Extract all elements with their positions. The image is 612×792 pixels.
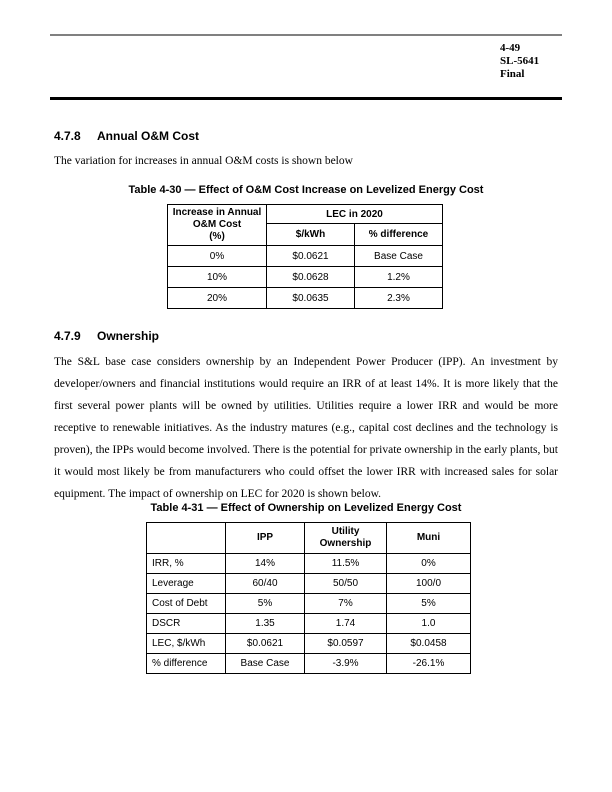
table-row — [147, 634, 471, 654]
table-4-31 — [146, 522, 471, 674]
section-number: 4.7.8 — [54, 129, 81, 143]
t2-cell: $0.0621 — [226, 634, 305, 654]
t2-cell: Base Case — [226, 654, 305, 674]
t1-cell: $0.0621 — [267, 246, 355, 267]
t2-row-label: DSCR — [147, 614, 226, 634]
t2-cell: 1.35 — [226, 614, 305, 634]
t1-header-pct-difference: % difference — [355, 224, 443, 246]
t2-cell: 14% — [226, 554, 305, 574]
section-heading-478 — [54, 129, 199, 143]
t2-cell: 0% — [387, 554, 471, 574]
paragraph-om-cost: The variation for increases in annual O&M costs is shown below — [54, 155, 353, 167]
t2-cell: 7% — [305, 594, 387, 614]
table-4-31-caption: Table 4-31 — Effect of Ownership on Levelized Energy Cost — [150, 502, 462, 514]
t2-cell: $0.0597 — [305, 634, 387, 654]
t2-cell: $0.0458 — [387, 634, 471, 654]
document-status: Final — [500, 68, 525, 80]
t1-header-dollar-kwh: $/kWh — [267, 224, 355, 246]
t1-cell: 2.3% — [355, 288, 443, 309]
top-gray-rule — [50, 34, 562, 36]
t2-cell: 5% — [226, 594, 305, 614]
t1-cell: 1.2% — [355, 267, 443, 288]
table-row — [147, 554, 471, 574]
t2-cell: 100/0 — [387, 574, 471, 594]
t1-cell: 10% — [168, 267, 267, 288]
document-number: SL-5641 — [500, 55, 540, 67]
section-heading-479 — [54, 329, 159, 343]
t2-cell: 5% — [387, 594, 471, 614]
t2-cell: 1.74 — [305, 614, 387, 634]
table-row — [147, 574, 471, 594]
t2-row-label: Cost of Debt — [147, 594, 226, 614]
table-4-30 — [167, 204, 443, 309]
page-number: 4-49 — [500, 42, 521, 54]
t2-cell: 50/50 — [305, 574, 387, 594]
t1-cell: Base Case — [355, 246, 443, 267]
section-title: Annual O&M Cost — [97, 129, 199, 143]
t2-row-label: IRR, % — [147, 554, 226, 574]
table-row — [168, 288, 443, 309]
t2-header-muni: Muni — [387, 523, 471, 554]
table-row — [147, 594, 471, 614]
table-4-30-caption: Table 4-30 — Effect of O&M Cost Increase on Levelized Energy Cost — [128, 184, 484, 196]
t2-cell: -3.9% — [305, 654, 387, 674]
t1-header-line: (%) — [209, 231, 225, 242]
t2-header-utility-ownership: Utility Ownership — [305, 523, 387, 554]
t2-cell: -26.1% — [387, 654, 471, 674]
t2-row-label: Leverage — [147, 574, 226, 594]
t1-cell: 0% — [168, 246, 267, 267]
paragraph-ownership: The S&L base case considers ownership by an Independent Power Producer (IPP). An investment by developer/owners and financial institutions would require an IRR of at least 14%. It is more likely that the first several power plants will be owned by utilities. Utilities require a lower IRR and would be more receptive to renewable initiatives. As the industry matures (e.g., capital cost declines and the technology is proven), the IPPs would become involved. There is the potential for private ownership in the early plants, but it would most likely be from manufacturers who could offset the lower IRR with increased sales for solar equipment. The impact of ownership on LEC for 2020 is shown below. — [54, 356, 558, 500]
t2-header-ipp: IPP — [226, 523, 305, 554]
t2-cell: 1.0 — [387, 614, 471, 634]
t1-header-lec-2020: LEC in 2020 — [267, 205, 443, 224]
t1-cell: 20% — [168, 288, 267, 309]
table-row — [147, 654, 471, 674]
page-header-ids — [500, 42, 539, 81]
section-title: Ownership — [97, 329, 160, 343]
t1-header-line: Increase in Annual — [172, 207, 262, 218]
table-row — [168, 267, 443, 288]
t2-row-label: LEC, $/kWh — [147, 634, 226, 654]
t1-header-line: O&M Cost — [192, 219, 242, 230]
table-row — [147, 614, 471, 634]
t2-row-label: % difference — [147, 654, 226, 674]
t1-header-increase — [168, 205, 267, 246]
t2-header-blank — [147, 523, 226, 554]
t1-cell: $0.0635 — [267, 288, 355, 309]
t2-cell: 60/40 — [226, 574, 305, 594]
t1-cell: $0.0628 — [267, 267, 355, 288]
header-black-rule — [50, 97, 562, 100]
t2-cell: 11.5% — [305, 554, 387, 574]
section-number: 4.7.9 — [54, 329, 81, 343]
table-row — [168, 246, 443, 267]
